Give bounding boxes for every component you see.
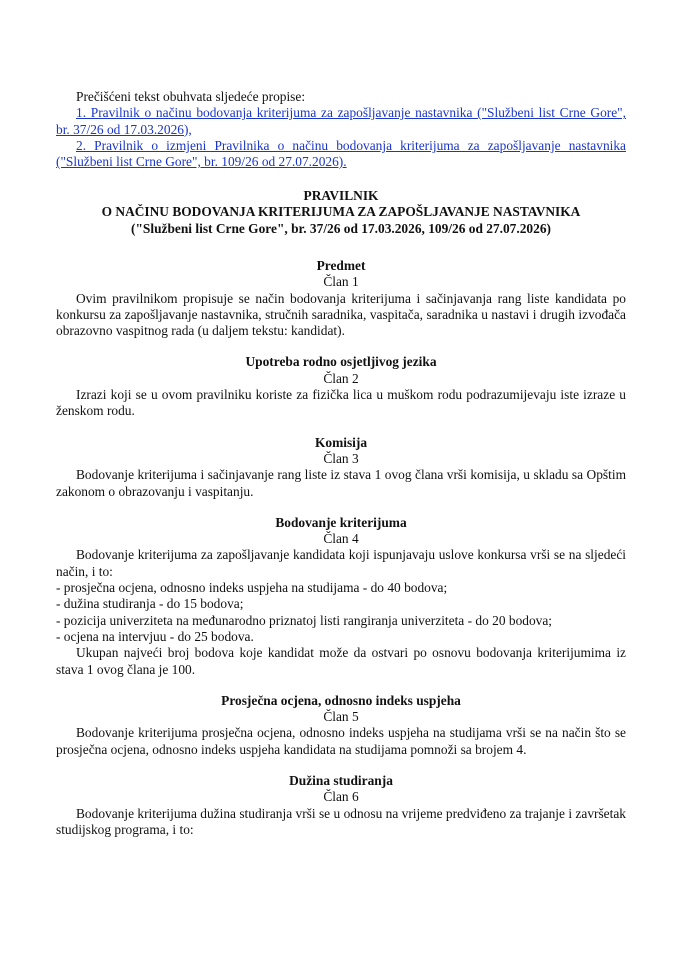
article-paragraph: Bodovanje kriterijuma i sačinjavanje rang liste iz stava 1 ovog člana vrši komisija, u skladu sa Opštim zakonom o obrazovanju i vaspitanju. (56, 467, 626, 499)
list-item: - ocjena na intervjuu - do 25 bodova. (56, 628, 254, 644)
article-number: Član 3 (323, 450, 359, 466)
article-number: Član 1 (323, 274, 359, 290)
list-item: - pozicija univerziteta na međunarodno priznatoj listi rangiranja univerziteta - do 20 bodova; (56, 612, 553, 628)
section-duzina-studiranja (56, 773, 626, 838)
article-number: Član 6 (323, 789, 359, 805)
article-paragraph: Bodovanje kriterijuma za zapošljavanje kandidata koji ispunjavaju uslove konkursa vrši se na sljedeći način, i to: (56, 547, 626, 579)
regulation-link-1[interactable]: 1. Pravilnik o načinu bodovanja kriterijuma za zapošljavanje nastavnika ("Službeni list Crne Gore", br. 37/26 od 17.03.2026), (56, 105, 626, 137)
heading-title: PRAVILNIK (303, 188, 379, 203)
list-item: - dužina studiranja - do 15 bodova; (56, 596, 244, 612)
section-prosjecna-ocjena (56, 693, 626, 758)
section-bodovanje-kriterijuma (56, 515, 626, 678)
heading-gazette-reference: ("Službeni list Crne Gore", br. 37/26 od 17.03.2026, 109/26 od 27.07.2026) (131, 220, 551, 236)
article-paragraph: Ukupan najveći broj bodova koje kandidat može da ostvari po osnovu bodovanja kriterijumima iz stava 1 ovog člana je 100. (56, 645, 626, 677)
section-title: Prosječna ocjena, odnosno indeks uspjeha (221, 692, 461, 708)
article-paragraph: Bodovanje kriterijuma prosječna ocjena, odnosno indeks uspjeha na studijama vrši se na način što se prosječna ocjena, odnosno indeks uspjeha kandidata na studijama pomnoži sa brojem 4. (56, 725, 626, 757)
article-number: Član 2 (323, 370, 359, 386)
article-paragraph: Izrazi koji se u ovom pravilniku koriste za fizička lica u muškom rodu podrazumijevaju iste izraze u ženskom rodu. (56, 387, 626, 419)
section-title: Upotreba rodno osjetljivog jezika (245, 354, 437, 370)
article-number: Član 5 (323, 709, 359, 725)
article-paragraph: Bodovanje kriterijuma dužina studiranja vrši se u odnosu na vrijeme predviđeno za trajanje i završetak studijskog programa, i to: (56, 805, 626, 837)
article-paragraph: Ovim pravilnikom propisuje se način bodovanja kriterijuma i sačinjavanja rang liste kandidata po konkursu za zapošljavanje nastavnika, stručnih saradnika, vaspitača, saradnika u nastavi i drugih izvođača obrazovno vaspitnog rada (u daljem tekstu: kandidat). (56, 290, 626, 339)
section-predmet (56, 258, 626, 339)
article-number: Član 4 (323, 531, 359, 547)
intro-lead: Prečišćeni tekst obuhvata sljedeće propise: (76, 89, 306, 104)
section-title: Predmet (316, 258, 366, 273)
list-item: - prosječna ocjena, odnosno indeks uspjeha na studijama - do 40 bodova; (56, 580, 448, 596)
section-title: Komisija (314, 434, 368, 450)
document-body (56, 258, 626, 853)
criteria-list (56, 580, 626, 645)
section-komisija (56, 435, 626, 500)
consolidated-text-intro (56, 89, 626, 170)
heading-subtitle: O NAČINU BODOVANJA KRITERIJUMA ZA ZAPOŠLJAVANJE NASTAVNIKA (101, 204, 581, 220)
document-heading (56, 188, 626, 237)
section-title: Bodovanje kriterijuma (275, 514, 407, 530)
section-rodno-osjetljiv-jezik (56, 354, 626, 419)
section-title: Dužina studiranja (289, 773, 393, 789)
regulation-link-2[interactable]: 2. Pravilnik o izmjeni Pravilnika o načinu bodovanja kriterijuma za zapošljavanje nastavnika ("Službeni list Crne Gore", br. 109/26 od 27.07.2026). (56, 137, 626, 170)
